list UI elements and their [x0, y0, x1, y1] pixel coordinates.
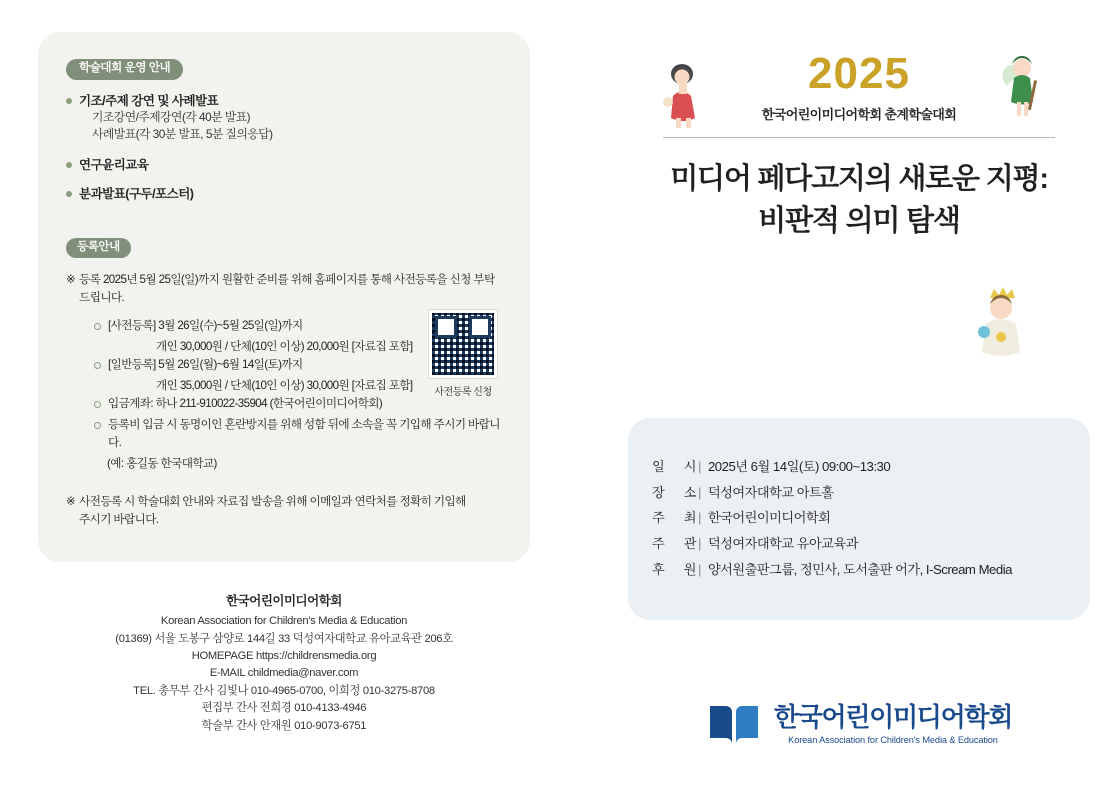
program-item-title: 연구윤리교육: [79, 158, 149, 173]
footer-line: (01369) 서울 도봉구 삼양로 144길 33 덕성여자대학교 유아교육관 206호: [115, 632, 453, 645]
year-heading: 2025: [808, 49, 910, 98]
info-separator: |: [698, 459, 701, 474]
info-value: 양서원출판그룹, 정민사, 도서출판 어가, I-Scream Media: [707, 561, 1012, 577]
program-item: [66, 93, 502, 109]
info-separator: |: [698, 561, 701, 577]
registration-item-text: [일반등록] 5월 26일(월)~6월 14일(토)까지: [108, 358, 303, 372]
info-label: [652, 505, 696, 531]
title-line-1: 미디어 페다고지의 새로운 지평:: [670, 163, 1048, 195]
note-mark: ※: [66, 273, 76, 287]
program-item: [66, 157, 502, 173]
left-info-panel: [38, 32, 530, 562]
info-row: [652, 531, 1090, 557]
footer-association-name: 한국어린이미디어학회: [226, 594, 342, 608]
info-row: [652, 505, 1090, 531]
info-value: 덕성여자대학교 유아교육과: [707, 536, 858, 552]
girl-character-illustration: [658, 58, 710, 130]
event-info-card: [628, 418, 1090, 620]
info-row: [652, 480, 1090, 506]
info-label-part: 관: [683, 536, 696, 552]
association-logo: [600, 700, 1118, 748]
footer-line: 학술부 간사 안재원 010-9073-6751: [201, 719, 367, 732]
page-title: [600, 158, 1118, 242]
info-value: 덕성여자대학교 아트홀: [707, 484, 834, 500]
info-label: [652, 454, 696, 480]
info-label-part: 후: [652, 561, 665, 577]
registration-item-text: 등록비 입금 시 동명이인 혼란방지를 위해 성함 뒤에 소속을 꼭 기입해 주시기 바랍니다.: [108, 417, 500, 450]
footer-line: TEL. 총무부 간사 김빛나 010-4965-0700, 이희정 010-3275-8708: [133, 684, 435, 697]
open-book-logo-icon: [706, 700, 762, 748]
info-separator: |: [698, 536, 701, 552]
program-section-pill: 학술대회 운영 안내: [66, 59, 183, 80]
final-note-line-2: 주시기 바랍니다.: [79, 513, 159, 527]
prince-character-illustration: [970, 282, 1032, 368]
info-label: [652, 480, 696, 506]
info-value: 한국어린이미디어학회: [707, 510, 831, 526]
info-label: [652, 531, 696, 557]
program-item-sub: 기조강연/주제강연(각 40분 발표): [92, 109, 251, 124]
bullet-dot-icon: [66, 98, 72, 104]
footer-email[interactable]: E-MAIL childmedia@naver.com: [209, 667, 359, 680]
footer-line: 편집부 간사 전희경 010-4133-4946: [201, 702, 367, 715]
footer-homepage[interactable]: HOMEPAGE https://childrensmedia.org: [191, 650, 377, 663]
info-separator: |: [698, 510, 701, 526]
association-subtitle: 한국어린이미디어학회 춘계학술대회: [761, 107, 957, 122]
info-label-part: 주: [652, 536, 665, 552]
info-label-part: 장: [652, 484, 665, 500]
info-label-part: 최: [683, 510, 696, 526]
title-line-2: 비판적 의미 탐색: [758, 205, 960, 238]
info-label-part: 소: [683, 484, 696, 500]
bullet-dot-icon: [94, 362, 101, 369]
info-label: [652, 557, 696, 583]
registration-item: [94, 395, 502, 414]
logo-text-english: Korean Association for Children's Media & Education: [788, 734, 998, 745]
registration-item-sub: 개인 35,000원 / 단체(10인 이상) 30,000원 [자료집 포함]: [156, 378, 413, 392]
program-item-sub: 사례발표(각 30분 발표, 5분 질의응답): [92, 127, 273, 142]
program-item-title: 기조/주제 강연 및 사례발표: [79, 93, 219, 108]
info-label-part: 주: [652, 510, 665, 526]
bullet-dot-icon: [66, 191, 72, 197]
registration-item-text: 입금계좌: 하나 211-910022-35904 (한국어린이미디어학회): [108, 397, 383, 411]
footer-contact-block: [38, 592, 530, 735]
info-label-part: 일: [652, 459, 665, 474]
note-mark: ※: [66, 495, 76, 509]
registration-item: [94, 416, 502, 453]
registration-intro-text: 등록 2025년 5월 25일(일)까지 원활한 준비를 위해 홈페이지를 통해 사전등록을 신청 부탁드립니다.: [79, 273, 495, 305]
hero-block: [600, 0, 1118, 242]
bullet-dot-icon: [66, 162, 72, 168]
right-poster-panel: [600, 0, 1118, 786]
info-separator: |: [698, 484, 701, 500]
registration-intro: [66, 271, 502, 307]
qr-code-icon[interactable]: [429, 310, 497, 378]
registration-item-sub: 개인 30,000원 / 단체(10인 이상) 20,000원 [자료집 포함]: [156, 339, 413, 353]
bullet-dot-icon: [94, 323, 101, 330]
info-label-part: 원: [683, 561, 696, 577]
info-value: 2025년 6월 14일(토) 09:00~13:30: [707, 459, 891, 474]
registration-final-note: [66, 493, 502, 530]
qr-caption: 사전등록 신청: [434, 387, 492, 398]
logo-text-korean: 한국어린이미디어학회: [773, 701, 1013, 732]
bullet-dot-icon: [94, 422, 101, 429]
registration-section-pill: 등록안내: [66, 238, 131, 259]
program-item: [66, 186, 502, 202]
qr-block[interactable]: [424, 310, 502, 398]
program-item-title: 분과발표(구두/포스터): [79, 187, 194, 202]
bullet-dot-icon: [94, 401, 101, 408]
divider: [663, 137, 1055, 138]
info-row: [652, 557, 1090, 583]
info-label-part: 시: [683, 459, 696, 474]
registration-item-sub: (예: 홍길동 한국대학교): [107, 456, 217, 470]
info-row: [652, 454, 1090, 480]
final-note-line-1: 사전등록 시 학술대회 안내와 자료집 발송을 위해 이메일과 연락처를 정확히 기입해: [79, 495, 466, 509]
fairy-character-illustration: [998, 52, 1046, 132]
footer-line: Korean Association for Children's Media & Education: [160, 615, 408, 628]
registration-item-text: [사전등록] 3월 26일(수)~5월 25일(일)까지: [108, 319, 303, 333]
